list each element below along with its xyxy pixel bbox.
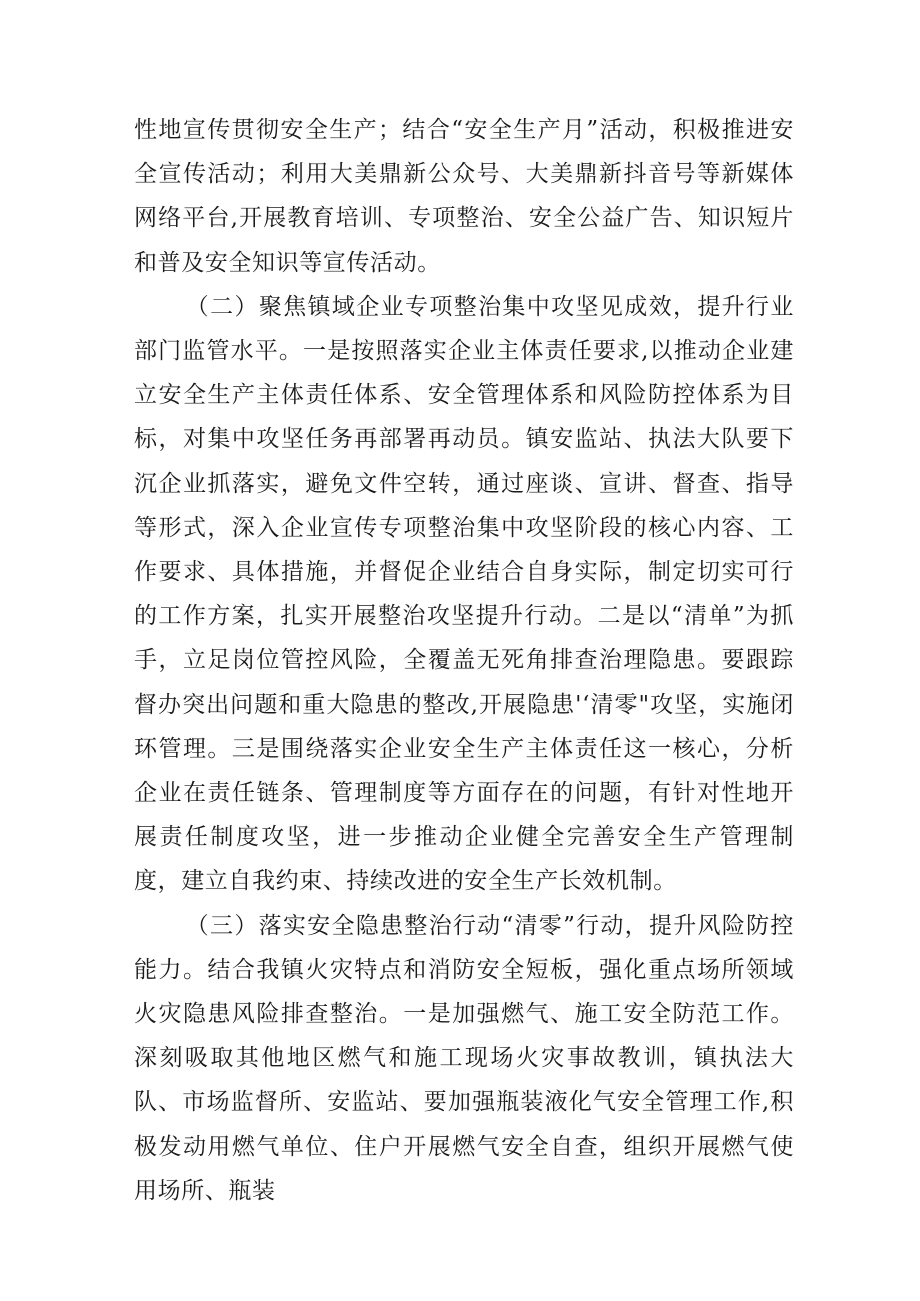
- paragraph-section-two: （二）聚焦镇域企业专项整治集中攻坚见成效，提升行业部门监管水平。一是按照落实企业主体责任要求,以推动企业建立安全生产主体责任体系、安全管理体系和风险防控体系为目标，对集中攻坚任务再部署再动员。镇安监站、执法大队要下沉企业抓落实，避免文件空转，通过座谈、宣讲、督查、指导等形式，深入企业宣传专项整治集中攻坚阶段的核心内容、工作要求、具体措施，并督促企业结合自身实际，制定切实可行的工作方案，扎实开展整治攻坚提升行动。二是以“清单”为抓手，立足岗位管控风险，全覆盖无死角排查治理隐患。要跟踪督办突出问题和重大隐患的整改,开展隐患'‘清零"攻坚，实施闭环管理。三是围绕落实企业安全生产主体责任这一核心，分析企业在责任链条、管理制度等方面存在的问题，有针对性地开展责任制度攻坚，进一步推动企业健全完善安全生产管理制度，建立自我约束、持续改进的安全生产长效机制。: [134, 293, 794, 895]
- body-text: [134, 108, 794, 1213]
- paragraph-section-three: （三）落实安全隐患整治行动“清零”行动，提升风险防控能力。结合我镇火灾特点和消防安全短板，强化重点场所领域火灾隐患风险排查整治。一是加强燃气、施工安全防范工作。深刻吸取其他地区燃气和施工现场火灾事故教训，镇执法大队、市场监督所、安监站、要加强瓶装液化气安全管理工作,积极发动用燃气单位、住户开展燃气安全自查，组织开展燃气使用场所、瓶装: [134, 912, 794, 1204]
- paragraph-continuation: 性地宣传贯彻安全生产；结合“安全生产月”活动，积极推进安全宣传活动；利用大美鼎新公众号、大美鼎新抖音号等新媒体网络平台,开展教育培训、专项整治、安全公益广告、知识短片和普及安全知识等宣传活动。: [134, 117, 794, 276]
